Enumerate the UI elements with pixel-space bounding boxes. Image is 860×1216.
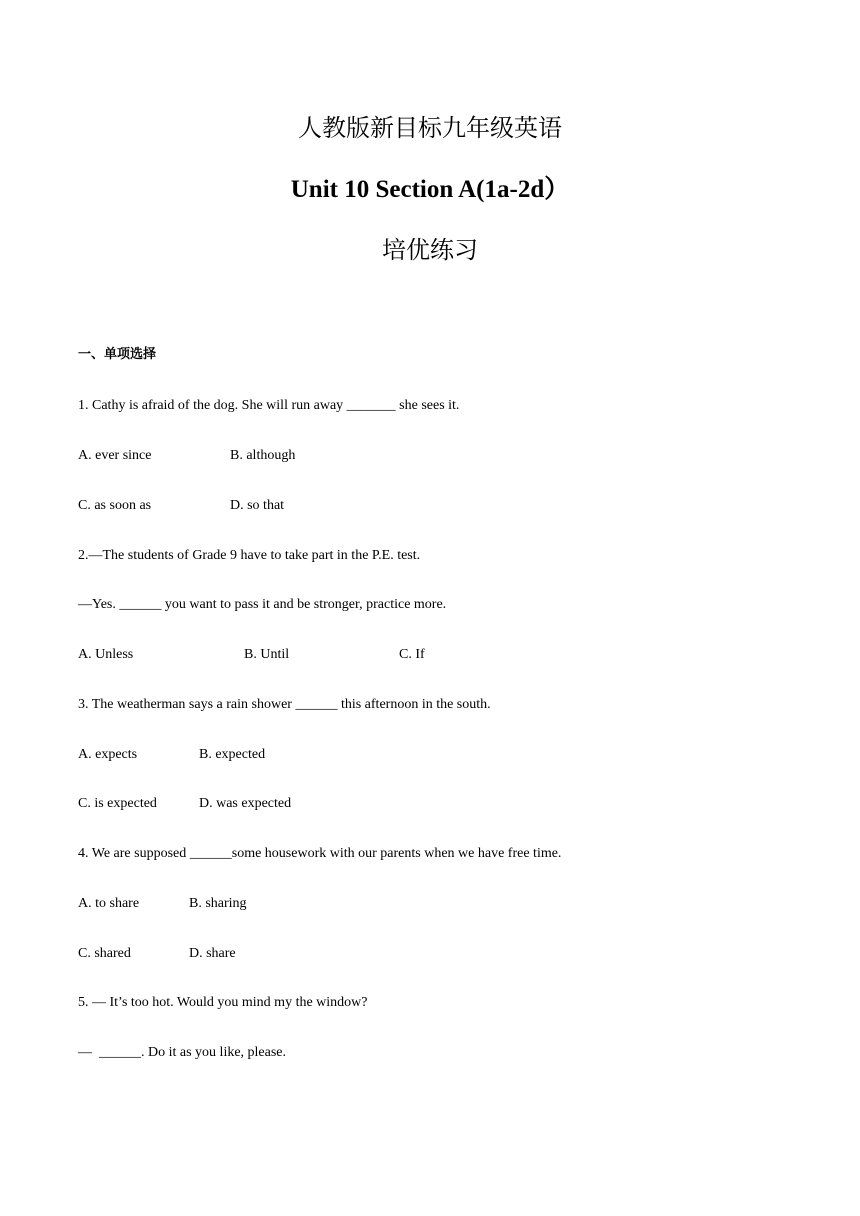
question-4-option-b: B. sharing [189, 896, 247, 911]
question-3-stem: 3. The weatherman says a rain shower ______ this afternoon in the south. [78, 697, 491, 712]
question-1-option-a: A. ever since [78, 448, 152, 463]
document-title: 人教版新目标九年级英语 [298, 114, 562, 142]
question-1-option-c: C. as soon as [78, 498, 152, 513]
question-4-option-d: D. share [189, 946, 236, 961]
question-3-option-b: B. expected [199, 747, 266, 762]
question-4-stem: 4. We are supposed ______some housework with our parents when we have free time. [78, 846, 562, 861]
question-3-option-a: A. expects [78, 747, 138, 762]
question-2-option-b: B. Until [244, 647, 290, 662]
question-1-stem: 1. Cathy is afraid of the dog. She will run away _______ she sees it. [78, 398, 460, 413]
question-1-option-b: B. although [230, 448, 296, 463]
question-5-stem: 5. — It’s too hot. Would you mind my the window? [78, 995, 368, 1010]
question-1-option-d: D. so that [230, 498, 285, 513]
question-2-stem: 2.—The students of Grade 9 have to take part in the P.E. test. [78, 548, 421, 563]
question-3-option-d: D. was expected [199, 796, 292, 811]
question-2-stem-reply: —Yes. ______ you want to pass it and be stronger, practice more. [78, 597, 447, 612]
section-heading: 一、单项选择 [78, 347, 157, 362]
question-4-option-c: C. shared [78, 946, 131, 961]
question-4-option-a: A. to share [78, 896, 140, 911]
exercise-subtitle: 培优练习 [382, 236, 478, 264]
question-2-option-c: C. If [399, 647, 425, 662]
question-3-option-c: C. is expected [78, 796, 157, 811]
question-5-stem-reply: — ______. Do it as you like, please. [78, 1045, 287, 1060]
unit-title: Unit 10 Section A(1a-2d） [290, 176, 570, 203]
question-2-option-a: A. Unless [78, 647, 134, 662]
